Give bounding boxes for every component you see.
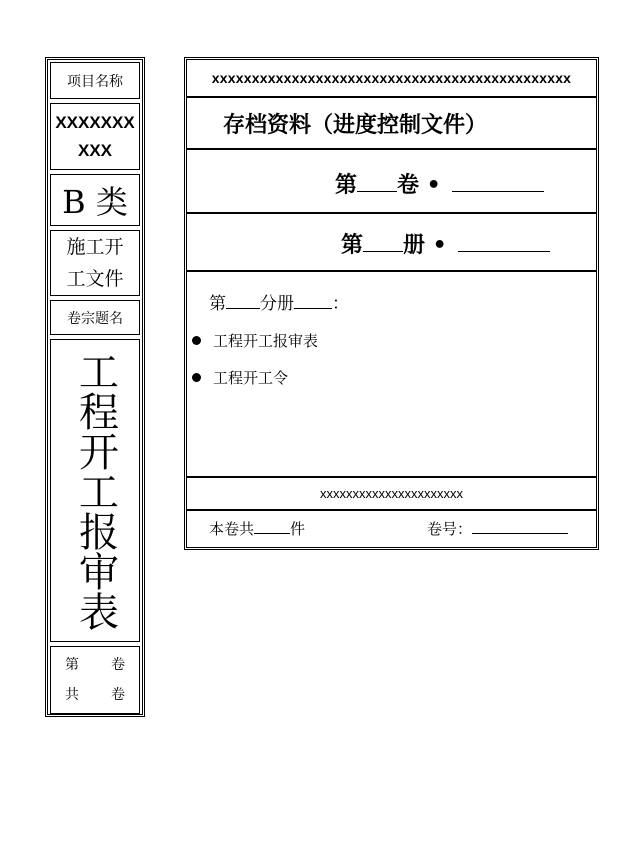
vol-right-2: 卷	[111, 687, 125, 703]
category-label	[50, 230, 140, 296]
count-blank	[254, 518, 290, 534]
count-suffix: 件	[290, 520, 306, 538]
project-code-line2: XXX	[77, 140, 113, 160]
vol-left-2: 共	[65, 687, 79, 703]
booklet-name-blank	[458, 229, 550, 252]
sub-booklet-number-blank	[226, 291, 260, 309]
booklet-prefix: 第	[341, 233, 364, 258]
sub-booklet-prefix: 第	[209, 294, 226, 314]
volume-name-blank	[452, 169, 544, 192]
vol-right-1: 卷	[111, 657, 125, 673]
count-prefix: 本卷共	[209, 520, 255, 538]
project-code-line1: XXXXXXX	[55, 112, 135, 132]
volume-number-field-blank	[472, 518, 568, 534]
category-line1: 施工开	[66, 236, 124, 258]
list-item-text: 工程开工报审表	[213, 332, 319, 350]
class-label: B 类	[50, 174, 140, 226]
cover-header-code: xxxxxxxxxxxxxxxxxxxxxxxxxxxxxxxxxxxxxxxxxxxxx	[187, 60, 596, 98]
volume-count	[50, 646, 140, 714]
booklet-line	[187, 214, 596, 272]
file-cover	[184, 57, 599, 550]
file-spine	[45, 57, 145, 717]
volume-suffix: 卷 •	[397, 173, 441, 198]
project-code	[50, 103, 140, 170]
volume-line	[187, 150, 596, 214]
sub-booklet-middle: 分册	[260, 294, 294, 314]
cover-title: 存档资料（进度控制文件）	[187, 98, 596, 150]
category-line2: 工文件	[66, 268, 124, 290]
sub-booklet-line	[209, 289, 596, 314]
volume-prefix: 第	[335, 173, 358, 198]
document-count	[209, 518, 305, 539]
footer-code: xxxxxxxxxxxxxxxxxxxxxx	[187, 478, 596, 511]
bullet-icon	[192, 373, 201, 382]
booklet-suffix: 册 •	[403, 233, 447, 258]
cover-footer	[187, 511, 596, 547]
list-item-text: 工程开工令	[213, 369, 289, 387]
vol-left-1: 第	[65, 657, 79, 673]
volume-title-label: 卷宗题名	[50, 300, 140, 335]
volume-number	[427, 518, 568, 539]
sub-booklet-name-blank	[294, 291, 332, 309]
booklet-number-blank	[363, 229, 403, 252]
volume-number-blank	[357, 169, 397, 192]
bullet-icon	[192, 336, 201, 345]
volume-number-label: 卷号：	[427, 520, 473, 538]
spine-title: 工程开工报审表	[50, 339, 140, 642]
project-name-label: 项目名称	[50, 62, 140, 99]
sub-booklet-suffix: ：	[332, 294, 349, 314]
list-item	[192, 367, 596, 388]
list-item	[192, 330, 596, 351]
contents-section	[187, 272, 596, 478]
